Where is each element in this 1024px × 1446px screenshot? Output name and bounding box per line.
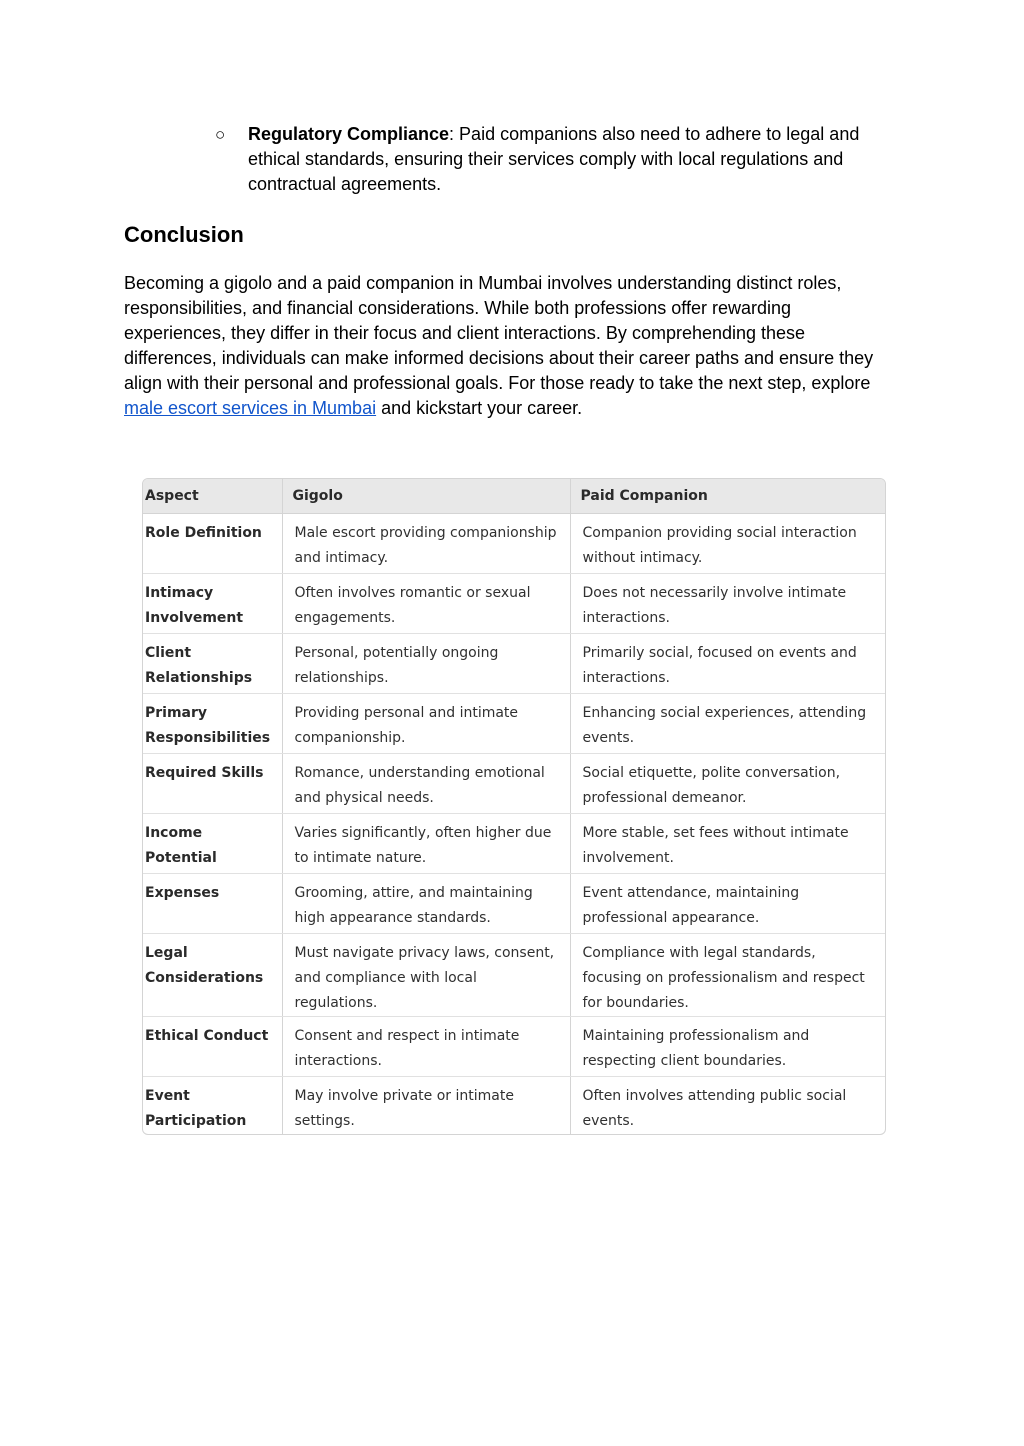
aspect-cell: Intimacy Involvement [143, 574, 282, 634]
paid-companion-cell: Social etiquette, polite conversation, professional demeanor. [570, 754, 885, 814]
gigolo-cell: Must navigate privacy laws, consent, and compliance with local regulations. [282, 934, 570, 1017]
conclusion-body-text: Becoming a gigolo and a paid companion in Mumbai involves understanding distinct roles, responsibilities, and financial considerations. While both professions offer rewarding experiences, they differ in their focus and client interactions. By comprehending these differences, individuals can make informed decisions about their career paths and ensure they align with their personal and professional goals. For those ready to take the next step, explore [124, 273, 874, 393]
paid-companion-cell: Event attendance, maintaining professional appearance. [570, 874, 885, 934]
gigolo-cell: Romance, understanding emotional and physical needs. [282, 754, 570, 814]
conclusion-body-end: and kickstart your career. [376, 398, 583, 418]
paid-companion-cell: Enhancing social experiences, attending events. [570, 694, 885, 754]
conclusion-paragraph [124, 271, 894, 421]
conclusion-heading: Conclusion [124, 222, 244, 247]
table-row [143, 814, 885, 874]
table-row [143, 754, 885, 814]
aspect-cell: Role Definition [143, 514, 282, 574]
table-row [143, 934, 885, 1017]
gigolo-cell: Personal, potentially ongoing relationships. [282, 634, 570, 694]
table-row [143, 694, 885, 754]
gigolo-cell: Providing personal and intimate companionship. [282, 694, 570, 754]
header-aspect: Aspect [143, 479, 282, 514]
paid-companion-cell: Compliance with legal standards, focusing on professionalism and respect for boundaries. [570, 934, 885, 1017]
table-header-row [143, 479, 885, 514]
gigolo-cell: Often involves romantic or sexual engagements. [282, 574, 570, 634]
aspect-cell: Client Relationships [143, 634, 282, 694]
gigolo-cell: Consent and respect in intimate interactions. [282, 1017, 570, 1077]
paid-companion-cell: More stable, set fees without intimate involvement. [570, 814, 885, 874]
gigolo-cell: Grooming, attire, and maintaining high appearance standards. [282, 874, 570, 934]
aspect-cell: Event Participation [143, 1077, 282, 1135]
comparison-table-container [142, 478, 886, 1135]
gigolo-cell: Male escort providing companionship and intimacy. [282, 514, 570, 574]
gigolo-cell: May involve private or intimate settings. [282, 1077, 570, 1135]
table-row [143, 874, 885, 934]
paid-companion-cell: Often involves attending public social events. [582, 1088, 847, 1129]
bullet-text [248, 122, 903, 197]
aspect-cell: Primary Responsibilities [143, 694, 282, 754]
aspect-cell: Ethical Conduct [143, 1017, 282, 1077]
table-row [143, 634, 885, 694]
paid-companion-cell: Maintaining professionalism and respecting client boundaries. [570, 1017, 885, 1077]
paid-companion-cell: Companion providing social interaction without intimacy. [570, 514, 885, 574]
aspect-cell: Expenses [143, 874, 282, 934]
bullet-marker: ○ [215, 125, 226, 144]
header-paid-companion: Paid Companion [570, 479, 885, 514]
bullet-term: Regulatory Compliance [248, 124, 450, 144]
gigolo-cell: Varies significantly, often higher due to intimate nature. [282, 814, 570, 874]
header-gigolo: Gigolo [282, 479, 570, 514]
table-row [143, 514, 885, 574]
aspect-cell: Income Potential [143, 814, 282, 874]
table-row [143, 1017, 885, 1077]
comparison-table [143, 479, 885, 1134]
bullet-description: : Paid companions also need to adhere to legal and ethical standards, ensuring their services comply with local regulations and contractual agreements. [248, 124, 860, 194]
male-escort-services-link[interactable]: male escort services in Mumbai [124, 398, 377, 418]
paid-companion-cell: Does not necessarily involve intimate interactions. [570, 574, 885, 634]
aspect-cell: Legal Considerations [143, 934, 282, 1017]
table-row [143, 1077, 885, 1135]
aspect-cell: Required Skills [143, 754, 282, 814]
table-row [143, 574, 885, 634]
paid-companion-cell: Primarily social, focused on events and interactions. [570, 634, 885, 694]
